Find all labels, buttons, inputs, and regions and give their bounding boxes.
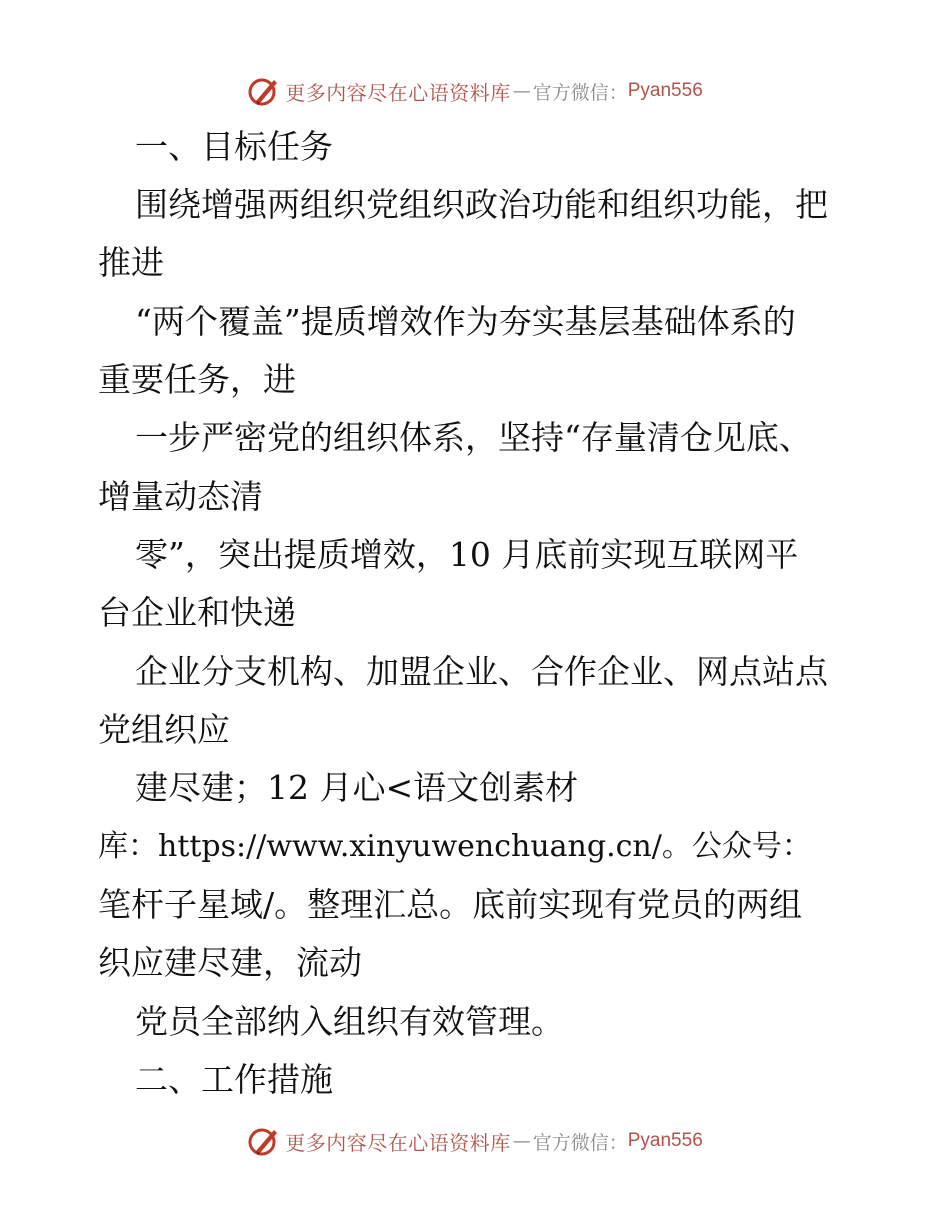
pen-logo-icon xyxy=(247,1124,281,1158)
paragraph-line: 台企业和快递 xyxy=(98,593,296,632)
pen-logo-icon xyxy=(247,74,281,108)
paragraph-line: 党员全部纳入组织有效管理。 xyxy=(135,1002,564,1041)
footer-banner xyxy=(0,1121,950,1161)
paragraph-line: “两个覆盖”提质增效作为夯实基层基础体系的 xyxy=(135,302,796,341)
paragraph-line: 笔杆子星域/。整理汇总。底前实现有党员的两组 xyxy=(98,885,803,924)
banner-wechat-id: Pyan556 xyxy=(627,80,703,101)
banner-text: 更多内容尽在心语资料库 xyxy=(285,80,511,105)
paragraph-line: 增量动态清 xyxy=(98,477,263,516)
paragraph-line: 织应建尽建，流动 xyxy=(98,943,362,982)
heading-goals: 一、目标任务 xyxy=(135,127,333,166)
banner-wechat-label: 官方微信： xyxy=(532,81,628,104)
banner-separator: — xyxy=(512,1130,531,1152)
paragraph-line-url: 库：https://www.xinyuwenchuang.cn/。公众号： xyxy=(98,829,812,864)
banner-wechat-label: 官方微信： xyxy=(532,1131,628,1154)
banner-separator: — xyxy=(512,80,531,102)
banner-text: 更多内容尽在心语资料库 xyxy=(285,1130,511,1155)
header-banner xyxy=(0,71,950,111)
paragraph-line: 推进 xyxy=(98,243,164,282)
paragraph-line: 党组织应 xyxy=(98,710,230,749)
heading-measures: 二、工作措施 xyxy=(135,1060,333,1099)
paragraph-line: 一步严密党的组织体系，坚持“存量清仓见底、 xyxy=(135,418,812,457)
banner-wechat-id: Pyan556 xyxy=(627,1130,703,1151)
paragraph-line: 围绕增强两组织党组织政治功能和组织功能，把 xyxy=(135,185,828,224)
paragraph-line: 重要任务，进 xyxy=(98,360,296,399)
paragraph-line: 零”，突出提质增效，10 月底前实现互联网平 xyxy=(135,535,799,574)
paragraph-line: 建尽建；12 月心<语文创素材 xyxy=(135,768,579,807)
paragraph-line: 企业分支机构、加盟企业、合作企业、网点站点 xyxy=(135,652,828,691)
